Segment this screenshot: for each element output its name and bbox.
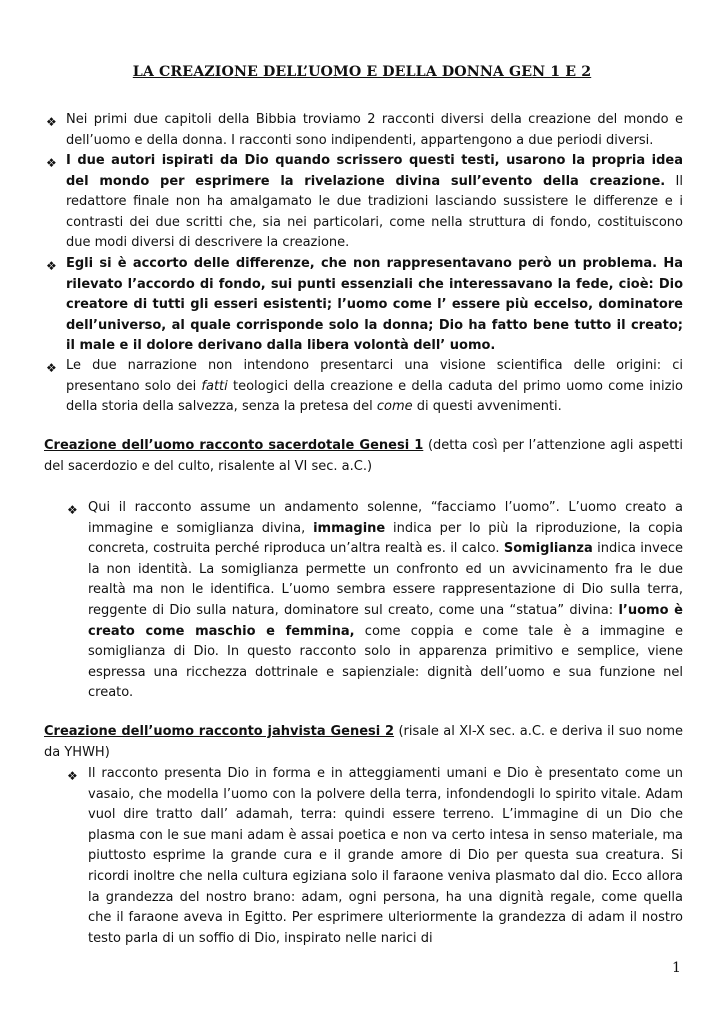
- bullet-icon: ❖: [46, 361, 57, 375]
- section-2-note: (risale al XI-X sec. a.C. e deriva il suo nome da YHWH): [44, 724, 683, 760]
- bullet-icon: ❖: [67, 503, 78, 517]
- section-1-title: Creazione dell’uomo racconto sacerdotale Genesi 1: [44, 438, 424, 453]
- intro-bullet-2: I due autori ispirati da Dio quando scrissero questi testi, usarono la propria idea del mondo per esprimere la rivelazione divina sull’evento della creazione. Il redattore finale non ha amalgamato le due tradizioni lasciando sussistere le differenze e i contrasti dei due scritti che, sia nei particolari, come nella struttura di fondo, costituiscono due modi diversi di descrivere la creazione.: [66, 153, 684, 251]
- bullet-icon: ❖: [46, 156, 57, 170]
- intro-bullet-4: Le due narrazione non intendono presentarci una visione scientifica delle origini: ci presentano solo dei fatti teologici della creazione e della caduta del primo uomo come inizio della storia della salvezza, senza la pretesa del come di questi avvenimenti.: [66, 358, 683, 415]
- section-2-heading: [44, 722, 683, 763]
- section-1-note: (detta così per l’attenzione agli aspetti del sacerdozio e del culto, risalente al VI sec. a.C.): [44, 438, 684, 474]
- bullet-icon: ❖: [46, 259, 57, 273]
- section-2-title: Creazione dell’uomo racconto jahvista Genesi 2: [44, 724, 395, 739]
- section-1-heading: [44, 436, 683, 477]
- section-2-bullet: Il racconto presenta Dio in forma e in atteggiamenti umani e Dio è presentato come un vasaio, che modella l’uomo con la polvere della terra, infondendogli lo spirito vitale. Adam vuol dire tratto dall’ adamah, terra: quindi essere terreno. L’immagine di un Dio che plasma con le sue mani adam è assai poetica e non va certo intesa in senso materiale, ma piuttosto esprime la grande cura e il grande amore di Dio per questa sua creatura. Si ricordi inoltre che nella cultura egiziana solo il faraone veniva plasmato dal dio. Ecco allora la grandezza del nostro brano: adam, ogni persona, ha una dignità regale, come quella che il faraone aveva in Egitto. Per esprimere ulteriormente la grandezza di adam il nostro testo parla di un soffio di Dio, inspirato nelle narici di: [88, 766, 683, 946]
- intro-bullet-3: Egli si è accorto delle differenze, che non rappresentavano però un problema. Ha rilevato l’accordo di fondo, sui punti essenziali che interessavano la fede, cioè: Dio creatore di tutti gli esseri esistenti; l’uomo come l’ essere più eccelso, dominatore dell’universo, al quale corrisponde solo la donna; Dio ha fatto bene tutto il creato; il male e il dolore derivano dalla libera volontà dell’ uomo.: [66, 256, 683, 354]
- intro-bullet-1: Nei primi due capitoli della Bibbia troviamo 2 racconti diversi della creazione del mondo e dell’uomo e della donna. I racconti sono indipendenti, appartengono a due periodi diversi.: [66, 112, 683, 148]
- bullet-icon: ❖: [67, 769, 78, 783]
- page-number: 1: [672, 960, 681, 976]
- page-title: LA CREAZIONE DELL’UOMO E DELLA DONNA GEN 1 E 2: [132, 64, 592, 80]
- bullet-icon: ❖: [46, 115, 57, 129]
- section-1-bullet: Qui il racconto assume un andamento solenne, “facciamo l’uomo”. L’uomo creato a immagine e somiglianza divina, immagine indica per lo più la riproduzione, la copia concreta, costruita perché riproduca un’altra realtà es. il calco. Somiglianza indica invece la non identità. La somiglianza permette un confronto ed un avvicinamento fra le due realtà ma non le identifica. L’uomo sembra essere rappresentazione di Dio sulla terra, reggente di Dio sulla natura, dominatore sul creato, come una “statua” divina: l’uomo è creato come maschio e femmina, come coppia e come tale è a immagine e somiglianza di Dio. In questo racconto solo in apparenza primitivo e semplice, viene espressa una ricchezza dottrinale e sapienziale: dignità dell’uomo e sua funzione nel creato.: [88, 500, 684, 701]
